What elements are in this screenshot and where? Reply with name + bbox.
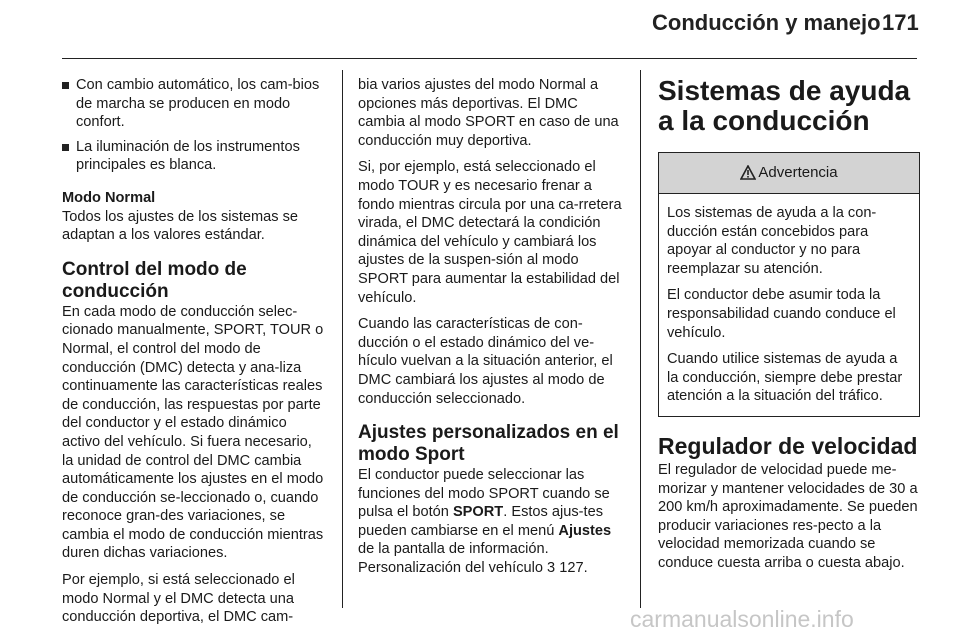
- bullet-square-icon: [62, 82, 69, 89]
- warning-title: Advertencia: [758, 164, 838, 181]
- page-reference-arrow-icon: 3: [547, 560, 556, 577]
- control-modo-heading: Control del modo de conducción: [62, 258, 247, 302]
- warning-paragraph: Los sistemas de ayuda a la con-ducción están concebidos para apoyar al conductor y no para reemplazar su atención.: [667, 205, 877, 277]
- regulador-heading: Regulador de velocidad: [658, 432, 918, 459]
- tour-example-text: Si, por ejemplo, está seleccionado el modo TOUR y es necesario frenar a fondo mientras circula por una ca-rretera virada, el DMC detectará la condición dinámica del vehículo y cambiará los ajustes de la suspen-sión al modo SPORT para aumentar la estabilidad del vehículo.: [358, 159, 622, 306]
- return-text: Cuando las características de con-ducción o el estado dinámico del ve-hículo vuelvan a la situación anterior, el DMC cambiará los ajustes al modo de conducción seleccionado.: [358, 316, 613, 407]
- continuation-text: bia varios ajustes del modo Normal a opciones más deportivas. El DMC cambia al modo SPORT en caso de una conducción muy deportiva.: [358, 77, 619, 149]
- sport-button-label: SPORT: [452, 504, 504, 521]
- sport-text-part-2: . Estos ajus-tes pueden cambiarse en el menú: [358, 504, 603, 539]
- column-3: [658, 76, 920, 581]
- control-modo-text: En cada modo de conducción selec-cionado manualmente, SPORT, TOUR o Normal, el control del modo de conducción (DMC) detecta y ana-liza continuamente las características reales de conducción, las respuestas por parte del conductor y el estado dinámico activo del vehículo. Si fuera necesario, la unidad de control del DMC cambia automáticamente los ajustes en el modo de conducción se-leccionado o, cuando reconoce gran-des variaciones, se cambia el modo de conducción mientras duren dichas variaciones.: [62, 303, 324, 562]
- modo-normal-block: [62, 189, 327, 245]
- column-divider-2: [640, 70, 641, 608]
- column-divider-1: [342, 70, 343, 608]
- bullet-text: Con cambio automático, los cam-bios de marcha se producen en modo confort.: [76, 77, 320, 131]
- bullet-item: [62, 138, 327, 175]
- example-text: Por ejemplo, si está seleccionado el modo Normal y el DMC detecta una conducción deportiva, el DMC cam-: [62, 572, 295, 626]
- warning-triangle-icon: [740, 156, 756, 196]
- header-rule: [62, 58, 917, 59]
- warning-box: [658, 152, 920, 417]
- page-reference-number[interactable]: 127.: [559, 560, 588, 577]
- warning-paragraph: Cuando utilice sistemas de ayuda a la conducción, siempre debe prestar atención a la situación del tráfico.: [667, 351, 903, 405]
- sport-settings-heading: Ajustes personalizados en el modo Sport: [358, 422, 619, 466]
- modo-normal-heading: Modo Normal: [62, 189, 156, 206]
- column-2: [358, 76, 626, 586]
- warning-paragraph: El conductor debe asumir toda la responsabilidad cuando conduce el vehículo.: [667, 287, 896, 341]
- bullet-square-icon: [62, 144, 69, 151]
- ajustes-menu-label: Ajustes: [558, 522, 612, 539]
- warning-header: [659, 153, 919, 194]
- sport-settings-text: [358, 466, 626, 578]
- bullet-item: [62, 76, 327, 132]
- watermark: carmanualsonline.info: [630, 606, 854, 632]
- bullet-text: La iluminación de los instrumentos principales es blanca.: [76, 138, 300, 174]
- column-1: [62, 76, 327, 635]
- sistemas-ayuda-heading: Sistemas de ayuda a la conducción: [658, 75, 911, 136]
- warning-body: [659, 194, 919, 416]
- sport-text-part-3: de la pantalla de información. Personalización del vehículo: [358, 541, 549, 577]
- page-number: 171: [882, 10, 919, 35]
- sport-text-part-1: El conductor puede seleccionar las funciones del modo SPORT cuando se pulsa el botón: [358, 467, 610, 521]
- modo-normal-text: Todos los ajustes de los sistemas se adaptan a los valores estándar.: [62, 208, 299, 244]
- running-header-title: Conducción y manejo: [652, 10, 881, 35]
- regulador-text: El regulador de velocidad puede me-morizar y mantener velocidades de 30 a 200 km/h aproximadamente. Se pueden producir variaciones res-pecto a la velocidad memorizada cuando se conduce cuesta arriba o cuesta abajo.: [658, 461, 918, 571]
